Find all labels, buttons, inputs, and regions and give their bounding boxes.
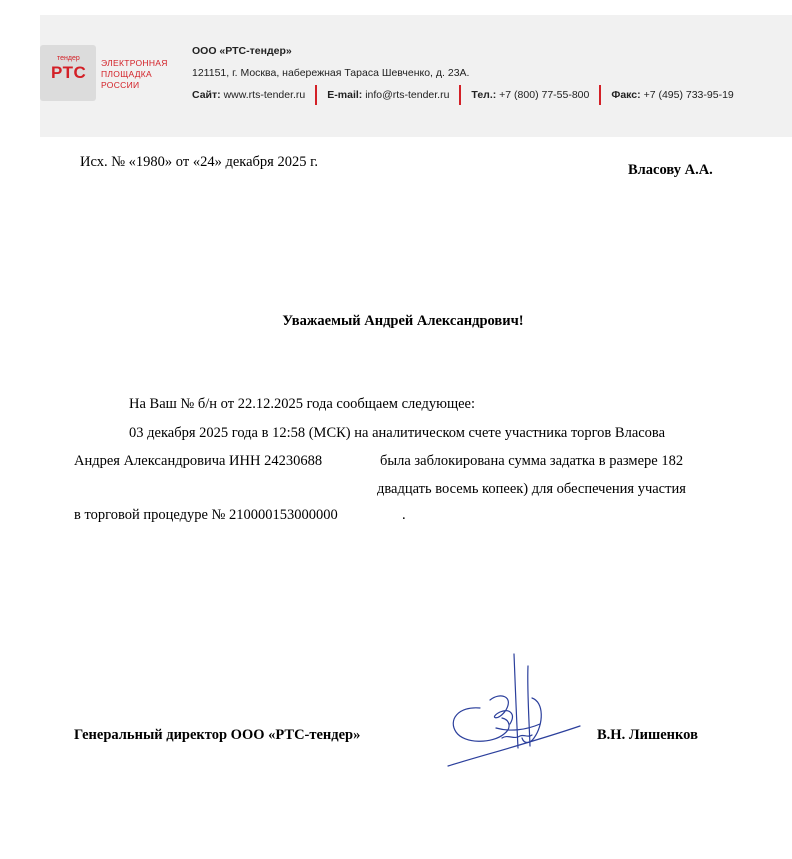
body-line: была заблокирована сумма задатка в размере 182 (380, 453, 684, 469)
divider (459, 85, 461, 105)
logo-small-text: тендер (57, 55, 80, 62)
signatory-title: Генеральный директор ООО «РТС-тендер» (74, 727, 361, 743)
email-link[interactable]: info@rts-tender.ru (365, 89, 450, 101)
signature-stroke (528, 666, 530, 746)
letterhead (40, 15, 792, 137)
company-name: ООО «РТС-тендер» (192, 45, 292, 57)
signature-stroke (453, 708, 509, 741)
logo-caption-line: ПЛОЩАДКА (101, 69, 152, 79)
fax-label: Факс: (611, 89, 641, 101)
signature-stroke (514, 654, 518, 748)
signature-stroke (448, 726, 580, 766)
body-line: в торговой процедуре № 210000153000000 (74, 507, 338, 523)
company-address: 121151, г. Москва, набережная Тараса Шевченко, д. 23А. (192, 67, 470, 79)
logo-main-text: РТС (51, 63, 87, 82)
signature-stroke (490, 696, 512, 724)
body-line: Андрея Александровича ИНН 24230688 (74, 453, 323, 469)
rts-logo (40, 45, 96, 101)
phone-value: +7 (800) 77-55-800 (499, 89, 590, 101)
fax-value: +7 (495) 733-95-19 (643, 89, 734, 101)
recipient: Власову А.А. (628, 162, 713, 178)
contacts-row (192, 84, 734, 106)
signatory-name: В.Н. Лишенков (597, 727, 698, 743)
logo-caption-line: РОССИИ (101, 80, 140, 90)
body-line: двадцать восемь копеек) для обеспечения участия (377, 481, 686, 497)
signature-stroke (496, 724, 540, 730)
divider (599, 85, 601, 105)
body-line: 03 декабря 2025 года в 12:58 (МСК) на аналитическом счете участника торгов Власова (129, 425, 666, 441)
divider (315, 85, 317, 105)
body-line: . (402, 507, 406, 523)
site-label: Сайт: (192, 89, 221, 101)
email-label: E-mail: (327, 89, 363, 101)
logo-caption (101, 58, 168, 91)
logo-caption-line: ЭЛЕКТРОННАЯ (101, 58, 168, 68)
site-link[interactable]: www.rts-tender.ru (223, 89, 306, 101)
handwritten-signature (440, 648, 590, 773)
outgoing-reference: Исх. № «1980» от «24» декабря 2025 г. (80, 154, 319, 170)
body-line: На Ваш № б/н от 22.12.2025 года сообщаем следующее: (129, 396, 476, 412)
phone-label: Тел.: (471, 89, 497, 101)
greeting: Уважаемый Андрей Александрович! (282, 313, 524, 329)
